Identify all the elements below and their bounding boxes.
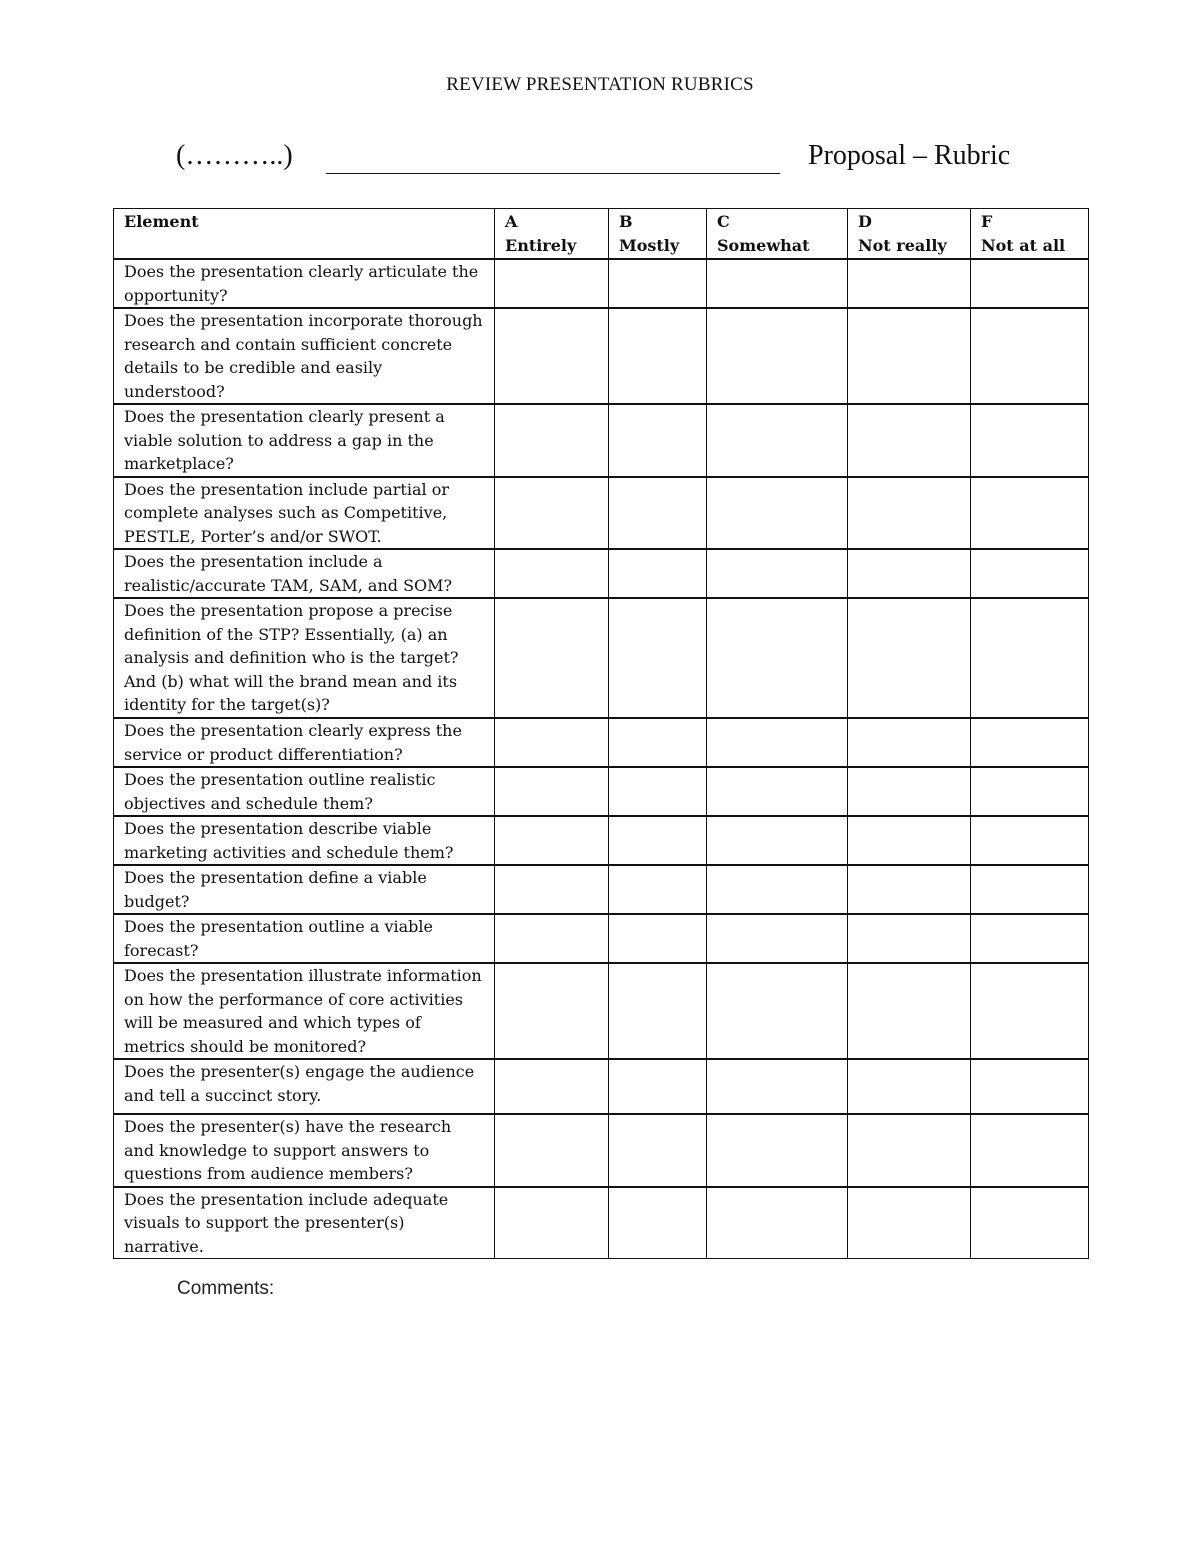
cell-somewhat[interactable]: [707, 865, 848, 914]
column-header-a: [495, 209, 609, 260]
cell-not-at-all[interactable]: [971, 963, 1089, 1059]
column-header-title: Element: [124, 212, 199, 231]
criterion-text: Does the presentation outline a viable forecast?: [114, 914, 495, 963]
document-title: Proposal – Rubric: [808, 140, 1011, 171]
cell-mostly[interactable]: [609, 1187, 707, 1259]
table-row: [114, 404, 1089, 477]
cell-not-at-all[interactable]: [971, 816, 1089, 865]
cell-not-really[interactable]: [848, 308, 971, 404]
column-header-f: [971, 209, 1089, 260]
column-header-element: [114, 209, 495, 260]
cell-not-at-all[interactable]: [971, 865, 1089, 914]
title-line: [176, 140, 1036, 180]
column-label: Not at all: [981, 235, 1066, 255]
criterion-text: Does the presentation outline realistic objectives and schedule them?: [114, 767, 495, 816]
cell-not-really[interactable]: [848, 477, 971, 550]
table-row: [114, 308, 1089, 404]
header-row: [114, 209, 1089, 260]
cell-mostly[interactable]: [609, 1114, 707, 1187]
cell-not-at-all[interactable]: [971, 718, 1089, 767]
column-label: Not really: [858, 235, 947, 255]
name-blank-line: [326, 173, 780, 174]
cell-entirely[interactable]: [495, 1059, 609, 1114]
cell-not-really[interactable]: [848, 767, 971, 816]
cell-not-really[interactable]: [848, 914, 971, 963]
cell-not-really[interactable]: [848, 1187, 971, 1259]
column-header-d: [848, 209, 971, 260]
column-label: Mostly: [619, 235, 680, 255]
cell-mostly[interactable]: [609, 308, 707, 404]
cell-mostly[interactable]: [609, 963, 707, 1059]
cell-not-really[interactable]: [848, 404, 971, 477]
table-row: [114, 259, 1089, 308]
cell-mostly[interactable]: [609, 404, 707, 477]
column-letter: F: [981, 212, 993, 231]
cell-mostly[interactable]: [609, 816, 707, 865]
cell-entirely[interactable]: [495, 767, 609, 816]
cell-somewhat[interactable]: [707, 1114, 848, 1187]
cell-entirely[interactable]: [495, 598, 609, 718]
cell-mostly[interactable]: [609, 865, 707, 914]
cell-not-really[interactable]: [848, 259, 971, 308]
criterion-text: Does the presenter(s) engage the audience and tell a succinct story.: [114, 1059, 495, 1114]
cell-somewhat[interactable]: [707, 767, 848, 816]
cell-not-at-all[interactable]: [971, 549, 1089, 598]
cell-not-at-all[interactable]: [971, 914, 1089, 963]
criterion-text: Does the presentation describe viable marketing activities and schedule them?: [114, 816, 495, 865]
cell-somewhat[interactable]: [707, 549, 848, 598]
cell-entirely[interactable]: [495, 549, 609, 598]
rubric-table: [113, 208, 1089, 1259]
cell-somewhat[interactable]: [707, 259, 848, 308]
cell-not-really[interactable]: [848, 1059, 971, 1114]
cell-somewhat[interactable]: [707, 914, 848, 963]
cell-entirely[interactable]: [495, 914, 609, 963]
cell-not-at-all[interactable]: [971, 477, 1089, 550]
cell-not-at-all[interactable]: [971, 767, 1089, 816]
table-row: [114, 816, 1089, 865]
cell-not-at-all[interactable]: [971, 259, 1089, 308]
cell-not-really[interactable]: [848, 598, 971, 718]
cell-entirely[interactable]: [495, 963, 609, 1059]
cell-not-at-all[interactable]: [971, 1059, 1089, 1114]
column-letter: D: [858, 212, 872, 231]
criterion-text: Does the presentation include a realistic/accurate TAM, SAM, and SOM?: [114, 549, 495, 598]
table-row: [114, 549, 1089, 598]
criterion-text: Does the presentation clearly express the service or product differentiation?: [114, 718, 495, 767]
cell-entirely[interactable]: [495, 477, 609, 550]
cell-entirely[interactable]: [495, 816, 609, 865]
cell-not-really[interactable]: [848, 816, 971, 865]
cell-somewhat[interactable]: [707, 963, 848, 1059]
cell-somewhat[interactable]: [707, 598, 848, 718]
table-row: [114, 1187, 1089, 1259]
column-header-c: [707, 209, 848, 260]
cell-mostly[interactable]: [609, 549, 707, 598]
cell-entirely[interactable]: [495, 865, 609, 914]
name-placeholder: (………..): [176, 140, 293, 171]
cell-entirely[interactable]: [495, 1187, 609, 1259]
column-label: Entirely: [505, 235, 577, 255]
table-row: [114, 1059, 1089, 1114]
cell-not-at-all[interactable]: [971, 598, 1089, 718]
cell-not-really[interactable]: [848, 718, 971, 767]
column-letter: C: [717, 212, 730, 231]
cell-somewhat[interactable]: [707, 404, 848, 477]
cell-not-really[interactable]: [848, 1114, 971, 1187]
column-letter: B: [619, 212, 633, 231]
table-row: [114, 865, 1089, 914]
cell-somewhat[interactable]: [707, 308, 848, 404]
table-row: [114, 767, 1089, 816]
cell-somewhat[interactable]: [707, 477, 848, 550]
table-row: [114, 914, 1089, 963]
column-header-b: [609, 209, 707, 260]
criterion-text: Does the presentation clearly present a viable solution to address a gap in the marketplace?: [114, 404, 495, 477]
criterion-text: Does the presentation clearly articulate the opportunity?: [114, 259, 495, 308]
criterion-text: Does the presentation include partial or complete analyses such as Competitive, PESTLE, Porter’s and/or SWOT.: [114, 477, 495, 550]
cell-not-at-all[interactable]: [971, 308, 1089, 404]
cell-not-really[interactable]: [848, 549, 971, 598]
criterion-text: Does the presentation define a viable budget?: [114, 865, 495, 914]
cell-mostly[interactable]: [609, 598, 707, 718]
column-label: Somewhat: [717, 235, 810, 255]
table-row: [114, 1114, 1089, 1187]
criterion-text: Does the presenter(s) have the research and knowledge to support answers to questions from audience members?: [114, 1114, 495, 1187]
cell-mostly[interactable]: [609, 767, 707, 816]
cell-mostly[interactable]: [609, 259, 707, 308]
criterion-text: Does the presentation propose a precise definition of the STP? Essentially, (a) an analysis and definition who is the target? And (b) what will the brand mean and its identity for the target(s)?: [114, 598, 495, 718]
cell-not-at-all[interactable]: [971, 1114, 1089, 1187]
table-row: [114, 477, 1089, 550]
cell-somewhat[interactable]: [707, 718, 848, 767]
criterion-text: Does the presentation illustrate information on how the performance of core activities will be measured and which types of metrics should be monitored?: [114, 963, 495, 1059]
column-letter: A: [505, 212, 518, 231]
criterion-text: Does the presentation incorporate thorough research and contain sufficient concrete details to be credible and easily understood?: [114, 308, 495, 404]
cell-mostly[interactable]: [609, 914, 707, 963]
cell-mostly[interactable]: [609, 718, 707, 767]
cell-entirely[interactable]: [495, 259, 609, 308]
cell-entirely[interactable]: [495, 718, 609, 767]
cell-somewhat[interactable]: [707, 1187, 848, 1259]
comments-label: Comments:: [177, 1278, 275, 1299]
cell-mostly[interactable]: [609, 1059, 707, 1114]
table-row: [114, 718, 1089, 767]
cell-entirely[interactable]: [495, 1114, 609, 1187]
cell-not-at-all[interactable]: [971, 404, 1089, 477]
document-header: REVIEW PRESENTATION RUBRICS: [446, 74, 754, 95]
cell-not-really[interactable]: [848, 963, 971, 1059]
cell-not-at-all[interactable]: [971, 1187, 1089, 1259]
criterion-text: Does the presentation include adequate visuals to support the presenter(s) narrative.: [114, 1187, 495, 1259]
table-row: [114, 963, 1089, 1059]
cell-entirely[interactable]: [495, 308, 609, 404]
table-row: [114, 598, 1089, 718]
cell-somewhat[interactable]: [707, 1059, 848, 1114]
cell-mostly[interactable]: [609, 477, 707, 550]
cell-somewhat[interactable]: [707, 816, 848, 865]
cell-entirely[interactable]: [495, 404, 609, 477]
cell-not-really[interactable]: [848, 865, 971, 914]
